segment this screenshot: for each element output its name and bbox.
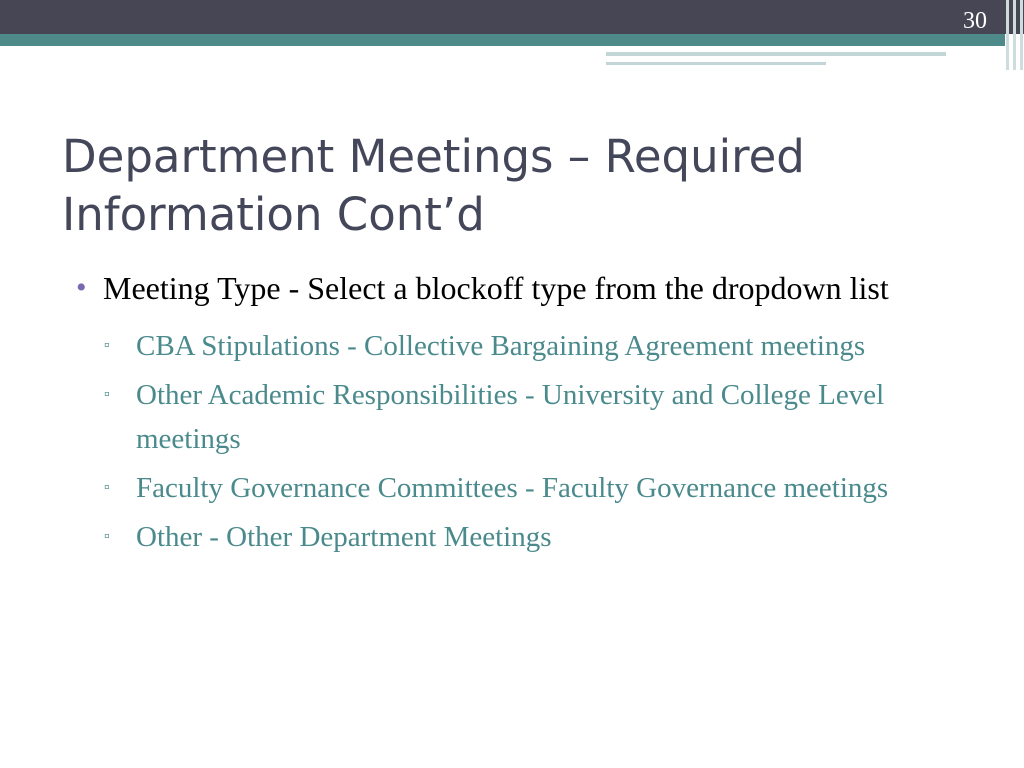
square-bullet-icon: ▫	[104, 479, 110, 496]
header-accent-band	[0, 34, 1005, 46]
sub-bullet-text: Other - Other Department Meetings	[136, 521, 552, 553]
sub-bullet-text: Other Academic Responsibilities - University and College Level meetings	[136, 379, 885, 455]
right-edge-bar	[1013, 0, 1016, 70]
right-edge-bar	[1006, 0, 1009, 70]
sub-bullet-list	[104, 324, 956, 559]
sub-bullet-item	[104, 324, 956, 368]
slide-title	[62, 128, 962, 244]
right-edge-bar	[1020, 0, 1023, 70]
header-accent-line-short	[606, 62, 826, 65]
header-band	[0, 0, 1024, 34]
square-bullet-icon: ▫	[104, 337, 110, 354]
title-line-2: Information Cont’d	[62, 188, 485, 241]
title-line-1: Department Meetings – Required	[62, 130, 805, 183]
sub-bullet-text: Faculty Governance Committees - Faculty Governance meetings	[136, 472, 889, 504]
sub-bullet-item	[104, 373, 956, 461]
bullet-text: Meeting Type - Select a blockoff type from the dropdown list	[103, 270, 889, 306]
square-bullet-icon: ▫	[104, 528, 110, 545]
header-accent-line	[606, 52, 946, 56]
bullet-dot-icon: •	[76, 271, 87, 304]
sub-bullet-item	[104, 466, 956, 510]
slide-number: 30	[963, 8, 987, 34]
square-bullet-icon: ▫	[104, 386, 110, 403]
sub-bullet-item	[104, 515, 956, 559]
slide-content	[76, 266, 956, 564]
sub-bullet-text: CBA Stipulations - Collective Bargaining Agreement meetings	[136, 330, 866, 362]
bullet-item	[76, 266, 956, 310]
